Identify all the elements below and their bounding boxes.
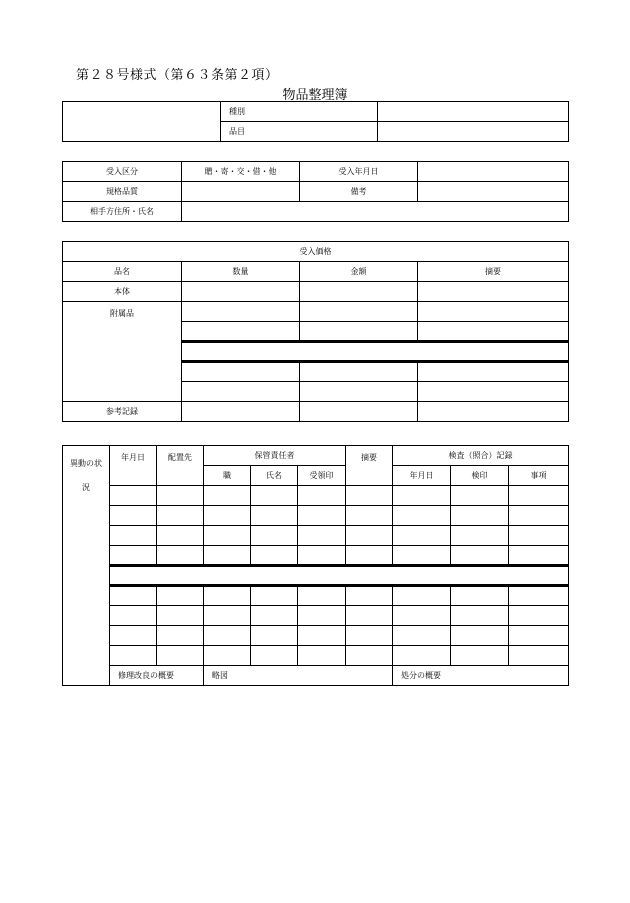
blank-cell bbox=[251, 506, 298, 526]
blank-cell bbox=[451, 546, 509, 566]
blank-cell bbox=[251, 546, 298, 566]
item-identification-table bbox=[62, 101, 569, 142]
blank-cell bbox=[110, 646, 157, 666]
repair-label: 修理改良の概要 bbox=[110, 666, 204, 686]
item-label: 品目 bbox=[221, 122, 378, 142]
receipt-price-table bbox=[62, 241, 569, 422]
blank-cell bbox=[204, 526, 251, 546]
blank-cell bbox=[418, 402, 569, 422]
blank-cell bbox=[418, 362, 569, 382]
blank-cell bbox=[251, 586, 298, 606]
blank-cell bbox=[298, 646, 346, 666]
blank-cell bbox=[418, 382, 569, 402]
item-value bbox=[378, 122, 569, 142]
blank-cell bbox=[157, 486, 204, 506]
blank-cell bbox=[298, 586, 346, 606]
blank-cell bbox=[204, 626, 251, 646]
counterparty-value bbox=[182, 202, 569, 222]
inspection-item-label: 事項 bbox=[509, 466, 569, 486]
blank-cell bbox=[204, 486, 251, 506]
blank-cell bbox=[157, 626, 204, 646]
blank-cell bbox=[110, 486, 157, 506]
receipt-date-label: 受入年月日 bbox=[300, 162, 418, 182]
receipt-type-options: 贈・寄・交・借・他 bbox=[182, 162, 300, 182]
remarks-label: 備考 bbox=[300, 182, 418, 202]
blank-cell bbox=[393, 606, 451, 626]
col-amount: 金額 bbox=[300, 262, 418, 282]
blank-cell bbox=[509, 606, 569, 626]
accessory-label: 附属品 bbox=[63, 302, 182, 402]
blank-cell bbox=[509, 546, 569, 566]
blank-cell bbox=[204, 646, 251, 666]
blank-cell bbox=[346, 646, 393, 666]
seal-label: 受領印 bbox=[298, 466, 346, 486]
blank-cell bbox=[346, 586, 393, 606]
blank-cell bbox=[346, 526, 393, 546]
disposal-label: 処分の概要 bbox=[393, 666, 569, 686]
blank-cell bbox=[418, 322, 569, 342]
blank-cell bbox=[300, 302, 418, 322]
blank-cell bbox=[204, 546, 251, 566]
blank-cell bbox=[298, 506, 346, 526]
blank-cell bbox=[157, 506, 204, 526]
blank-cell bbox=[63, 102, 221, 142]
blank-cell bbox=[110, 506, 157, 526]
manager-label: 保管責任者 bbox=[204, 446, 346, 466]
blank-cell bbox=[204, 506, 251, 526]
blank-cell bbox=[451, 606, 509, 626]
blank-cell bbox=[110, 606, 157, 626]
blank-cell bbox=[251, 526, 298, 546]
reference-label: 参考記録 bbox=[63, 402, 182, 422]
blank-cell bbox=[182, 402, 300, 422]
blank-cell bbox=[509, 646, 569, 666]
blank-cell bbox=[298, 526, 346, 546]
blank-cell bbox=[157, 606, 204, 626]
blank-cell bbox=[182, 282, 300, 302]
blank-cell bbox=[182, 302, 300, 322]
date-label: 年月日 bbox=[110, 446, 157, 486]
blank-cell bbox=[346, 606, 393, 626]
blank-cell bbox=[182, 362, 300, 382]
blank-cell bbox=[346, 486, 393, 506]
inspection-date-label: 年月日 bbox=[393, 466, 451, 486]
blank-cell bbox=[251, 606, 298, 626]
blank-cell bbox=[393, 506, 451, 526]
blank-cell bbox=[451, 486, 509, 506]
position-label: 職 bbox=[204, 466, 251, 486]
name-label: 氏名 bbox=[251, 466, 298, 486]
blank-cell bbox=[393, 486, 451, 506]
blank-cell bbox=[393, 586, 451, 606]
blank-cell bbox=[298, 626, 346, 646]
blank-cell bbox=[251, 646, 298, 666]
sketch-label: 略図 bbox=[204, 666, 393, 686]
blank-cell bbox=[451, 506, 509, 526]
blank-cell bbox=[157, 646, 204, 666]
blank-cell bbox=[157, 526, 204, 546]
blank-cell bbox=[298, 606, 346, 626]
blank-cell bbox=[346, 626, 393, 646]
receipt-date-value bbox=[418, 162, 569, 182]
blank-cell bbox=[509, 486, 569, 506]
summary-label: 摘要 bbox=[346, 446, 393, 486]
blank-cell bbox=[509, 526, 569, 546]
movement-status-table bbox=[62, 445, 569, 686]
body-label: 本体 bbox=[63, 282, 182, 302]
blank-cell bbox=[418, 282, 569, 302]
blank-cell bbox=[204, 606, 251, 626]
movement-status-label-2: 況 bbox=[82, 483, 90, 492]
blank-cell bbox=[298, 546, 346, 566]
blank-cell bbox=[451, 586, 509, 606]
blank-cell bbox=[300, 382, 418, 402]
blank-cell bbox=[393, 646, 451, 666]
blank-cell bbox=[300, 362, 418, 382]
blank-cell bbox=[110, 586, 157, 606]
spec-label: 規格品質 bbox=[63, 182, 182, 202]
separator-band bbox=[110, 566, 569, 586]
blank-cell bbox=[110, 626, 157, 646]
blank-cell bbox=[451, 526, 509, 546]
remarks-value bbox=[418, 182, 569, 202]
blank-cell bbox=[300, 322, 418, 342]
blank-cell bbox=[110, 546, 157, 566]
movement-status-label-1: 異動の状 bbox=[70, 459, 102, 468]
blank-cell bbox=[300, 282, 418, 302]
col-summary: 摘要 bbox=[418, 262, 569, 282]
blank-cell bbox=[182, 322, 300, 342]
blank-cell bbox=[298, 486, 346, 506]
blank-cell bbox=[393, 526, 451, 546]
blank-cell bbox=[251, 626, 298, 646]
separator-band bbox=[182, 342, 569, 362]
kind-value bbox=[378, 102, 569, 122]
blank-cell bbox=[182, 382, 300, 402]
receipt-info-table bbox=[62, 161, 569, 222]
inspection-label: 検査（照合）記録 bbox=[393, 446, 569, 466]
blank-cell bbox=[157, 586, 204, 606]
col-item-name: 品名 bbox=[63, 262, 182, 282]
blank-cell bbox=[300, 402, 418, 422]
counterparty-label: 相手方住所・氏名 bbox=[63, 202, 182, 222]
inspection-seal-label: 検印 bbox=[451, 466, 509, 486]
page-title: 物品整理簿 bbox=[282, 88, 348, 103]
blank-cell bbox=[509, 506, 569, 526]
blank-cell bbox=[451, 646, 509, 666]
blank-cell bbox=[346, 546, 393, 566]
blank-cell bbox=[204, 586, 251, 606]
blank-cell bbox=[110, 526, 157, 546]
receipt-type-label: 受入区分 bbox=[63, 162, 182, 182]
blank-cell bbox=[393, 546, 451, 566]
col-quantity: 数量 bbox=[182, 262, 300, 282]
kind-label: 種別 bbox=[221, 102, 378, 122]
blank-cell bbox=[157, 546, 204, 566]
blank-cell bbox=[346, 506, 393, 526]
blank-cell bbox=[509, 626, 569, 646]
blank-cell bbox=[451, 626, 509, 646]
placement-label: 配置先 bbox=[157, 446, 204, 486]
spec-value bbox=[182, 182, 300, 202]
blank-cell bbox=[393, 626, 451, 646]
blank-cell bbox=[251, 486, 298, 506]
form-number-label: 第２８号様式（第６３条第２項） bbox=[76, 68, 279, 83]
blank-cell bbox=[418, 302, 569, 322]
movement-status-label bbox=[63, 446, 110, 686]
blank-cell bbox=[509, 586, 569, 606]
receipt-price-header: 受入価格 bbox=[63, 242, 569, 262]
